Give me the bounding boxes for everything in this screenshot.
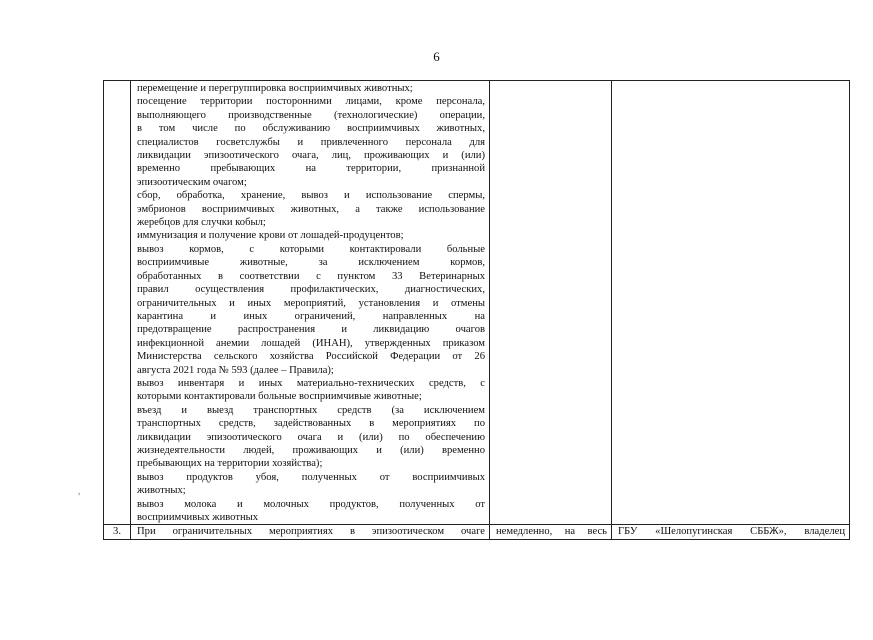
table-row xyxy=(104,81,850,525)
measure-line: которыми контактировали больные восприимчивые животные; xyxy=(137,391,422,403)
table-row xyxy=(104,525,850,540)
responsible-cell xyxy=(612,525,850,540)
measure-line: временно пребывающих на территории, признанной xyxy=(137,163,485,175)
measure-line: посещение территории посторонними лицами, кроме персонала, xyxy=(137,96,485,108)
measure-line: ограничительных и иных мероприятий, установления и отмены xyxy=(137,297,485,309)
measure-line: транспортных средств, задействованных в мероприятиях по xyxy=(137,418,485,430)
measure-line: правил осуществления профилактических, диагностических, xyxy=(137,284,485,296)
responsible-cell xyxy=(612,81,850,525)
measure-line: животных; xyxy=(137,485,186,497)
measure-line: Министерства сельского хозяйства Российской Федерации от 26 xyxy=(137,351,485,363)
measure-line: в том числе по обслуживанию восприимчивых животных, xyxy=(137,123,485,135)
measure-line: специалистов госветслужбы и привлеченного персонала для xyxy=(137,136,485,148)
term-cell xyxy=(490,525,612,540)
measure-line: восприимчивых животных xyxy=(137,512,259,523)
measure-line: въезд и выезд транспортных средств (за исключением xyxy=(137,404,485,416)
measures-cell xyxy=(131,525,490,540)
measures-table xyxy=(103,80,850,540)
measure-line: вывоз кормов, с которыми контактировали больные xyxy=(137,243,485,255)
row-number-cell: 3. xyxy=(104,525,131,540)
measure-line: инфекционной анемии лошадей (ИНАН), утвержденных приказом xyxy=(137,337,485,349)
measure-line: жеребцов для случки кобыл; xyxy=(137,217,266,229)
row-number-cell xyxy=(104,81,131,525)
measure-line: августа 2021 года № 593 (далее – Правила); xyxy=(137,364,334,376)
term-cell xyxy=(490,81,612,525)
margin-mark: , xyxy=(78,486,81,496)
measures-text: При ограничительных мероприятиях в эпизоотическом очаге xyxy=(137,526,485,538)
measure-line: предотвращение распространения и ликвидацию очагов xyxy=(137,324,485,336)
measure-line: вывоз инвентаря и иных материально-технических средств, с xyxy=(137,377,485,389)
page-number: 6 xyxy=(433,49,440,64)
measures-text xyxy=(131,81,489,524)
responsible-text: ГБУ «Шелопугинская СББЖ», владелец xyxy=(618,526,845,538)
measure-line: вывоз продуктов убоя, полученных от восприимчивых xyxy=(137,471,485,483)
measures-cell xyxy=(131,81,490,525)
measure-line: эпизоотическим очагом; xyxy=(137,176,247,188)
measure-line: эмбрионов восприимчивых животных, а также использование xyxy=(137,203,485,215)
measure-line: обработанных в соответствии с пунктом 33 Ветеринарных xyxy=(137,270,485,282)
measure-line: выполняющего производственные (технологические) операции, xyxy=(137,109,485,121)
measure-line: жизнедеятельности людей, проживающих и (или) временно xyxy=(137,444,485,456)
measure-line: пребывающих на территории хозяйства); xyxy=(137,458,323,470)
measure-line: карантина и иных ограничений, направленных на xyxy=(137,310,485,322)
measure-line: восприимчивые животные, за исключением кормов, xyxy=(137,257,485,269)
measure-line: перемещение и перегруппировка восприимчивых животных; xyxy=(137,83,413,94)
measure-line: сбор, обработка, хранение, вывоз и использование спермы, xyxy=(137,190,485,202)
measure-line: иммунизация и получение крови от лошадей-продуцентов; xyxy=(137,230,404,242)
measure-line: вывоз молока и молочных продуктов, полученных от xyxy=(137,498,485,510)
term-text: немедленно, на весь xyxy=(496,526,607,538)
measure-line: ликвидации эпизоотического очага и (или) по обеспечению xyxy=(137,431,485,443)
measure-line: ликвидации эпизоотического очага, лиц, проживающих и (или) xyxy=(137,150,485,162)
